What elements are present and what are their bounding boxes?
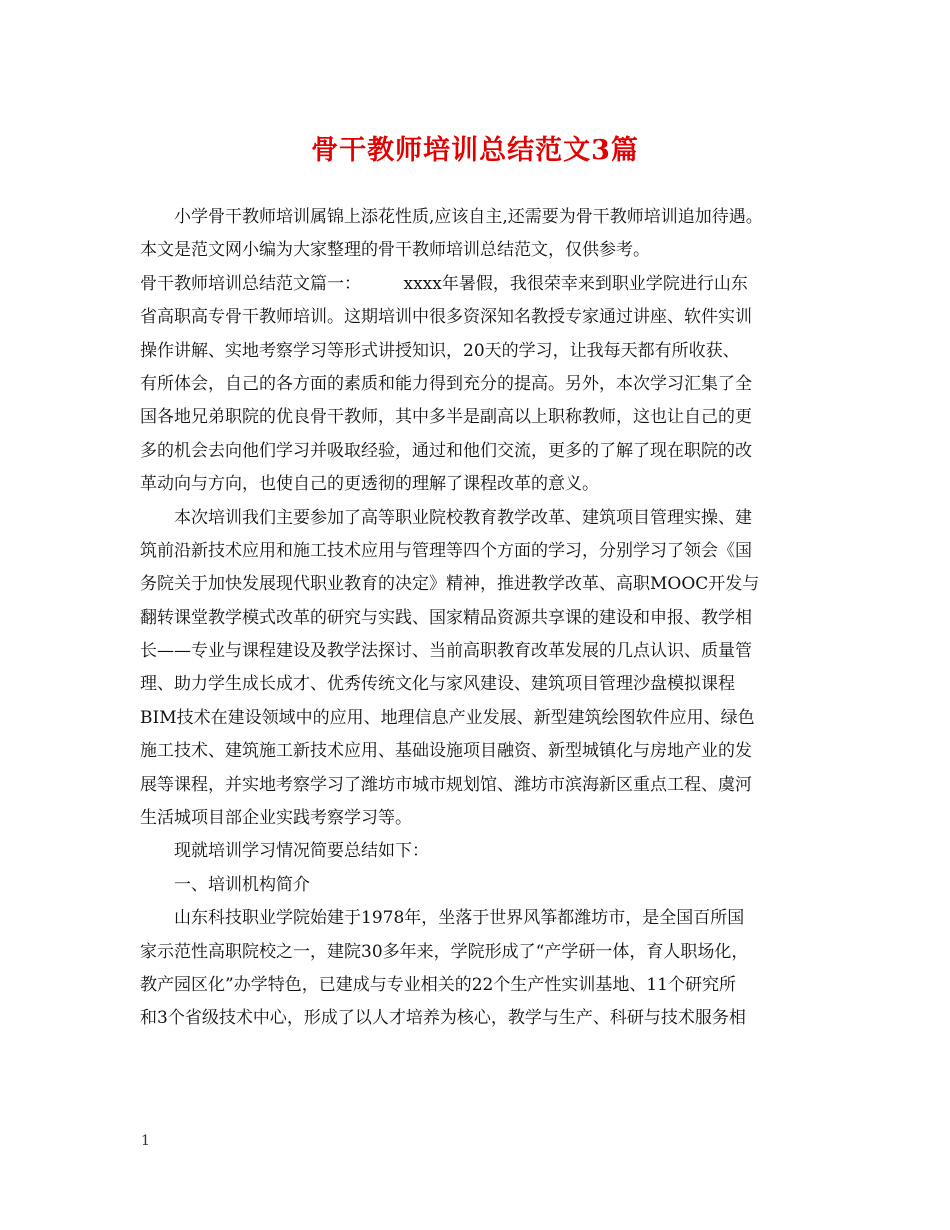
document-title: 骨干教师培训总结范文3篇 xyxy=(311,135,639,166)
paragraph-line: 理、助力学生成长成才、优秀传统文化与家风建设、建筑项目管理沙盘模拟课程 xyxy=(140,674,735,695)
paragraph-line: 现就培训学习情况简要总结如下： xyxy=(174,841,429,862)
section-heading: 一、培训机构简介 xyxy=(174,874,310,895)
paragraph-line: 本次培训我们主要参加了高等职业院校教育教学改革、建筑项目管理实操、建 xyxy=(174,507,752,528)
paragraph-line: 多的机会去向他们学习并吸取经验，通过和他们交流，更多的了解了现在职院的改 xyxy=(140,440,752,461)
paragraph-line: 长——专业与课程建设及教学法探讨、当前高职教育改革发展的几点认识、质量管 xyxy=(140,641,752,662)
paragraph-line: 山东科技职业学院始建于1978年，坐落于世界风筝都潍坊市，是全国百所国 xyxy=(174,908,745,929)
page-number: 1 xyxy=(141,1133,150,1149)
paragraph-line: 筑前沿新技术应用和施工技术应用与管理等四个方面的学习，分别学习了领会《国 xyxy=(140,540,752,561)
paragraph-line: 教产园区化”办学特色，已建成与专业相关的22个生产性实训基地、11个研究所 xyxy=(140,974,736,995)
paragraph-line: 施工技术、建筑施工新技术应用、基础设施项目融资、新型城镇化与房地产业的发 xyxy=(140,741,752,762)
paragraph-line: 生活城项目部企业实践考察学习等。 xyxy=(140,808,412,829)
paragraph-line: 家示范性高职院校之一，建院30多年来，学院形成了“产学研一体，育人职场化， xyxy=(140,941,749,962)
paragraph-line: 有所体会，自己的各方面的素质和能力得到充分的提高。另外，本次学习汇集了全 xyxy=(140,373,752,394)
paragraph-line: 和3个省级技术中心，形成了以人才培养为核心，教学与生产、科研与技术服务相 xyxy=(140,1008,746,1029)
paragraph-line: 骨干教师培训总结范文篇一： xxxx年暑假，我很荣幸来到职业学院进行山东 xyxy=(140,273,748,294)
document-body xyxy=(140,201,830,1036)
paragraph-line: 国各地兄弟职院的优良骨干教师，其中多半是副高以上职称教师，这也让自己的更 xyxy=(140,407,752,428)
paragraph-line: 展等课程，并实地考察学习了潍坊市城市规划馆、潍坊市滨海新区重点工程、虞河 xyxy=(140,774,752,795)
paragraph-line: 翻转课堂教学模式改革的研究与实践、国家精品资源共享课的建设和申报、教学相 xyxy=(140,607,752,628)
paragraph-line: 省高职高专骨干教师培训。这期培训中很多资深知名教授专家通过讲座、软件实训 xyxy=(140,307,752,328)
paragraph-line: 革动向与方向，也使自己的更透彻的理解了课程改革的意义。 xyxy=(140,474,599,495)
paragraph-line: 本文是范文网小编为大家整理的骨干教师培训总结范文，仅供参考。 xyxy=(140,240,650,261)
paragraph-line: 操作讲解、实地考察学习等形式讲授知识，20天的学习，让我每天都有所收获、 xyxy=(140,340,740,361)
paragraph-line: BIM技术在建设领域中的应用、地理信息产业发展、新型建筑绘图软件应用、绿色 xyxy=(140,707,755,728)
paragraph-line: 小学骨干教师培训属锦上添花性质,应该自主,还需要为骨干教师培训追加待遇。 xyxy=(174,207,763,227)
paragraph-line: 务院关于加快发展现代职业教育的决定》精神，推进教学改革、高职MOOC开发与 xyxy=(140,574,760,595)
